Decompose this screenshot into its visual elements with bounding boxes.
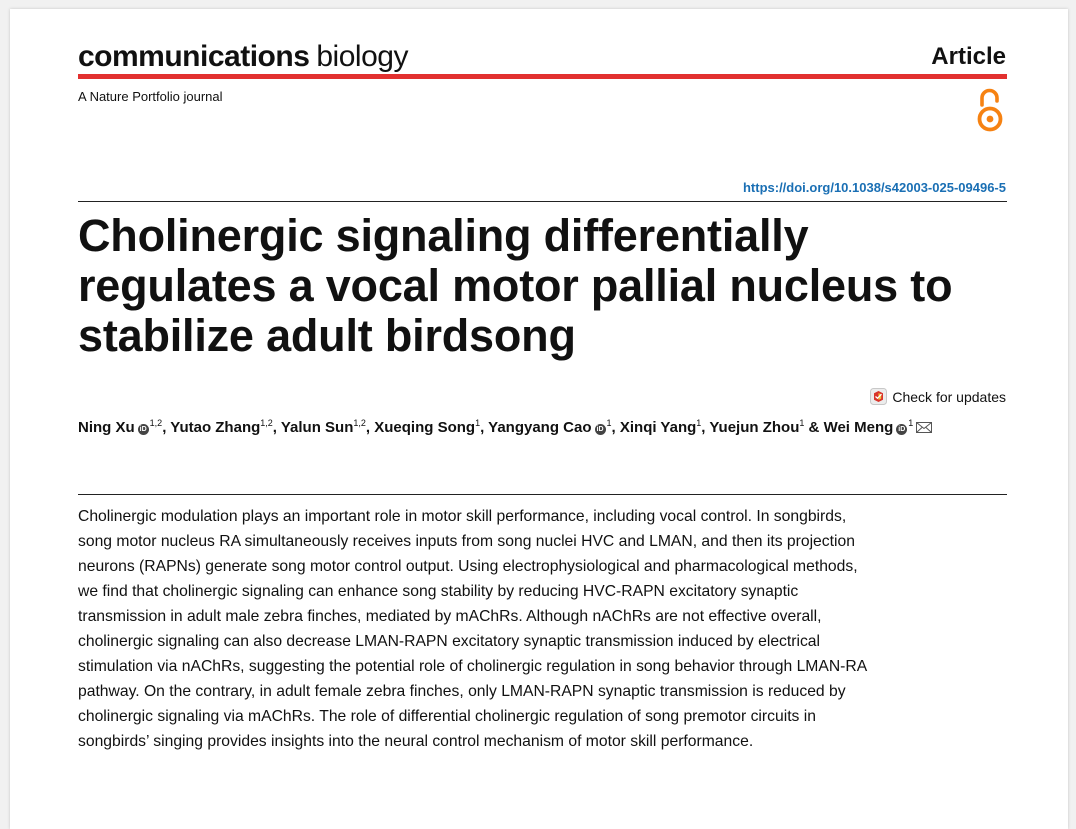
author[interactable] xyxy=(281,419,366,436)
author-separator: , xyxy=(611,419,620,436)
open-access-icon[interactable] xyxy=(976,87,1004,133)
journal-name-bold: communications xyxy=(78,40,310,73)
crossmark-icon xyxy=(870,388,887,405)
author-affiliation: 1,2 xyxy=(353,418,366,428)
author-affiliation: 1 xyxy=(908,418,914,428)
author-affiliation: 1 xyxy=(606,418,612,428)
header-rule xyxy=(78,74,1007,79)
author-separator: , xyxy=(162,419,171,436)
doi-link[interactable]: https://doi.org/10.1038/s42003-025-09496-5 xyxy=(742,180,1006,195)
journal-name-light: biology xyxy=(316,40,408,73)
author[interactable] xyxy=(709,419,804,436)
abstract: Cholinergic modulation plays an important role in motor skill performance, including vocal control. In songbirds, song motor nucleus RA simultaneously receives inputs from song nuclei HVC and LMAN, and then its projection neurons (RAPNs) generate song motor control output. Using electrophysiological and pharmacological methods, we find that cholinergic signaling can enhance song stability by reducing HVC-RAPN excitatory synaptic transmission in adult male zebra finches, mediated by mAChRs. Although nAChRs are not effective overall, cholinergic signaling can also decrease LMAN-RAPN excitatory synaptic transmission induced by electrical stimulation via nAChRs, suggesting the potential role of cholinergic regulation in song behavior through LMAN-RA pathway. On the contrary, in adult female zebra finches, only LMAN-RAPN synaptic transmission is reduced by cholinergic signaling via mAChRs. The role of differential cholinergic regulation of song premotor circuits in songbirds’ singing provides insights into the neural control mechanism of motor skill performance. xyxy=(78,508,867,750)
check-for-updates-label: Check for updates xyxy=(892,388,1006,405)
doi-divider xyxy=(78,201,1007,202)
author-name: Yutao Zhang xyxy=(170,419,261,436)
author-affiliation: 1,2 xyxy=(260,418,273,428)
author-separator: , xyxy=(272,419,281,436)
author-affiliation: 1 xyxy=(799,418,805,428)
author-name: Yalun Sun xyxy=(280,419,354,436)
abstract-divider xyxy=(78,494,1007,495)
article-page xyxy=(10,9,1068,829)
author[interactable] xyxy=(620,419,701,436)
author-list xyxy=(78,417,938,439)
author-separator: , xyxy=(365,419,375,436)
author-name: Ning Xu xyxy=(78,419,135,436)
orcid-icon[interactable]: iD xyxy=(139,426,147,433)
author-separator: , xyxy=(480,419,489,436)
portfolio-tagline: A Nature Portfolio journal xyxy=(78,89,223,104)
author-affiliation: 1 xyxy=(696,418,702,428)
author-separator: & xyxy=(804,419,824,436)
author-name: Wei Meng xyxy=(823,419,894,436)
journal-logo[interactable] xyxy=(78,39,408,75)
email-icon[interactable] xyxy=(916,422,932,433)
article-title: Cholinergic signaling differentially regulates a vocal motor pallial nucleus to stabilize adult birdsong xyxy=(78,210,953,361)
author-affiliation: 1 xyxy=(475,418,481,428)
orcid-icon[interactable]: iD xyxy=(596,426,604,433)
article-type-label: Article xyxy=(931,43,1006,70)
author[interactable] xyxy=(488,419,611,436)
author-affiliation: 1,2 xyxy=(149,418,163,428)
author-separator: , xyxy=(701,419,710,436)
author-name: Xinqi Yang xyxy=(619,419,697,436)
author[interactable] xyxy=(170,419,273,436)
author-name: Yangyang Cao xyxy=(488,419,592,436)
author-name: Yuejun Zhou xyxy=(709,419,800,436)
author[interactable] xyxy=(374,419,480,436)
orcid-icon[interactable]: iD xyxy=(898,426,906,433)
author[interactable] xyxy=(78,419,162,436)
author[interactable] xyxy=(824,419,933,436)
check-for-updates-button[interactable] xyxy=(870,388,1006,405)
author-name: Xueqing Song xyxy=(374,419,476,436)
